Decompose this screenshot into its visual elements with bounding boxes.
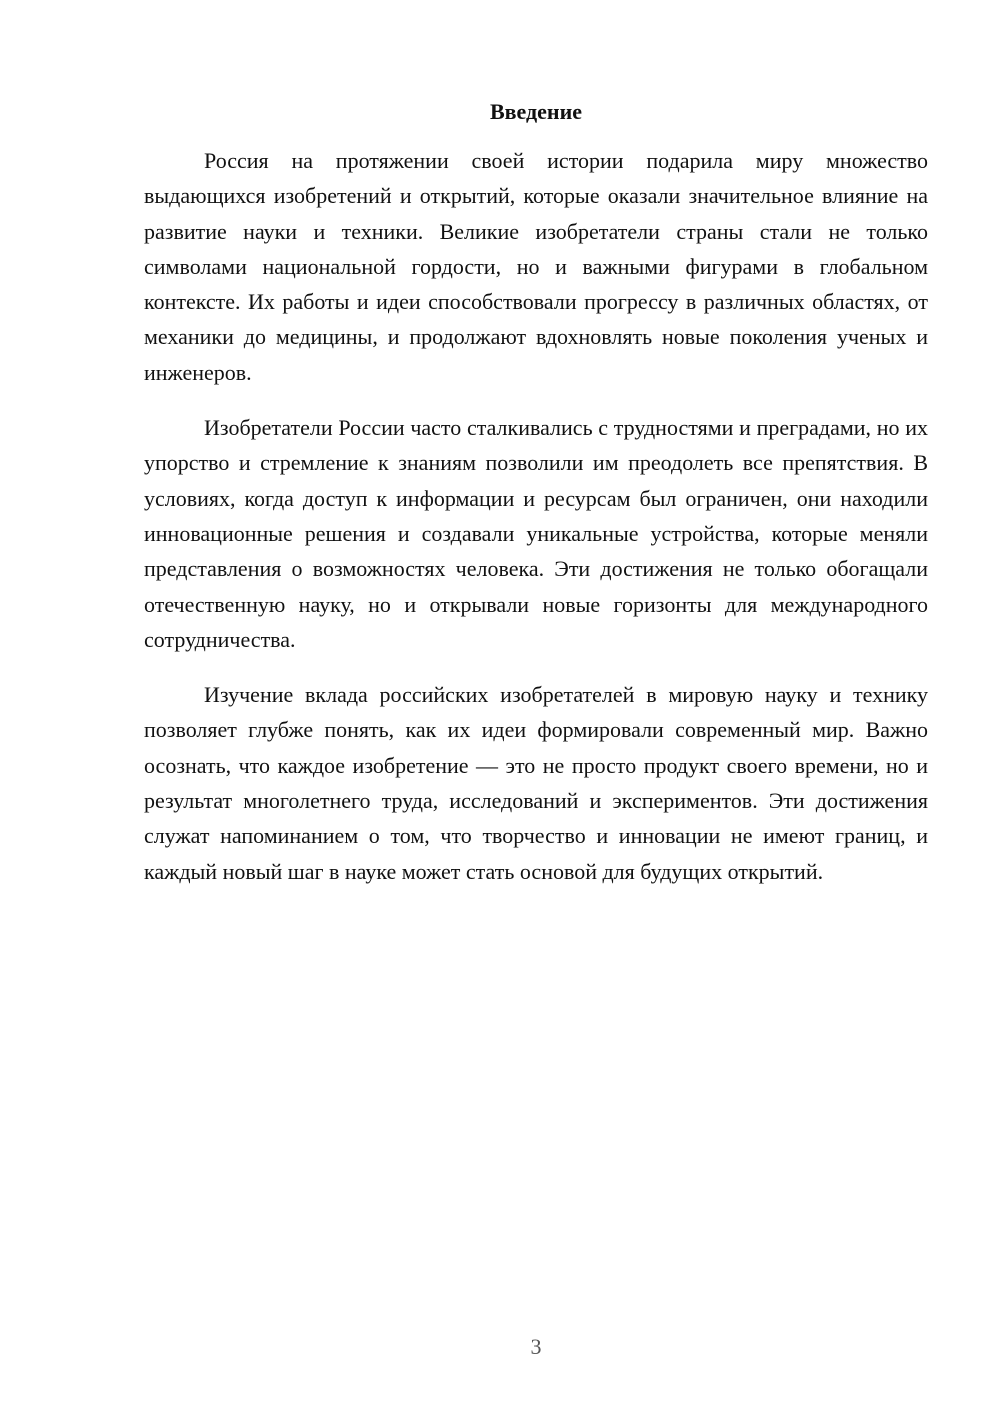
- paragraph-3: Изучение вклада российских изобретателей в мировую науку и технику позволяет глубже понять, как их идеи формировали современный мир. Важно осознать, что каждое изобретение — это не просто продукт своего времени, но и результат многолетнего труда, исследований и экспериментов. Эти достижения служат напоминанием о том, что творчество и инновации не имеют границ, и каждый новый шаг в науке может стать основой для будущих открытий.: [144, 682, 928, 884]
- paragraph-2: Изобретатели России часто сталкивались с трудностями и преградами, но их упорство и стремление к знаниям позволили им преодолеть все препятствия. В условиях, когда доступ к информации и ресурсам был ограничен, они находили инновационные решения и создавали уникальные устройства, которые меняли представления о возможностях человека. Эти достижения не только обогащали отечественную науку, но и открывали новые горизонты для международного сотрудничества.: [144, 415, 928, 652]
- section-heading: Введение: [489, 99, 583, 124]
- body-text: [144, 143, 928, 889]
- page-number: 3: [530, 1334, 542, 1359]
- paragraph-1: Россия на протяжении своей истории подарила миру множество выдающихся изобретений и открытий, которые оказали значительное влияние на развитие науки и техники. Великие изобретатели страны стали не только символами национальной гордости, но и важными фигурами в глобальном контексте. Их работы и идеи способствовали прогрессу в различных областях, от механики до медицины, и продолжают вдохновлять новые поколения ученых и инженеров.: [144, 148, 928, 385]
